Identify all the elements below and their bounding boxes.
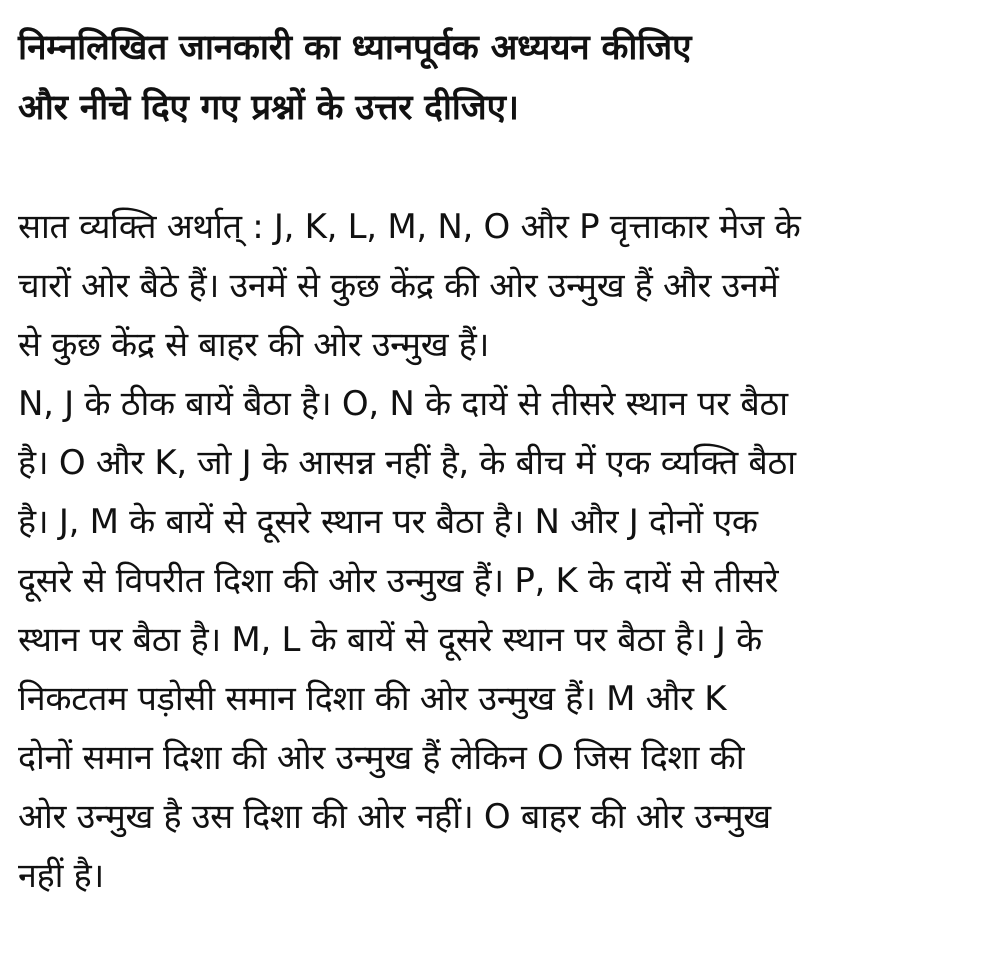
passage-line: निकटतम पड़ोसी समान दिशा की ओर उन्मुख हैं। M और K bbox=[18, 679, 727, 719]
heading-line: और नीचे दिए गए प्रश्नों के उत्तर दीजिए। bbox=[18, 88, 519, 128]
passage-line: सात व्यक्ति अर्थात् : J, K, L, M, N, O और P वृत्ताकार मेज के bbox=[18, 207, 801, 247]
passage-line: नहीं है। bbox=[18, 856, 104, 896]
passage-line: स्थान पर बैठा है। M, L के बायें से दूसरे स्थान पर बैठा है। J के bbox=[18, 620, 762, 660]
heading-line: निम्नलिखित जानकारी का ध्यानपूर्वक अध्ययन कीजिए bbox=[18, 28, 692, 68]
document-page bbox=[18, 18, 986, 906]
passage-line: से कुछ केंद्र से बाहर की ओर उन्मुख हैं। bbox=[18, 325, 490, 365]
passage-line: दोनों समान दिशा की ओर उन्मुख हैं लेकिन O जिस दिशा की bbox=[18, 738, 745, 778]
passage-line: N, J के ठीक बायें बैठा है। O, N के दायें से तीसरे स्थान पर बैठा bbox=[18, 384, 788, 424]
passage-line: दूसरे से विपरीत दिशा की ओर उन्मुख हैं। P, K के दायें से तीसरे bbox=[18, 561, 779, 601]
puzzle-passage bbox=[18, 198, 986, 906]
passage-line: है। O और K, जो J के आसन्न नहीं है, के बीच में एक व्यक्ति बैठा bbox=[18, 443, 796, 483]
passage-line: है। J, M के बायें से दूसरे स्थान पर बैठा है। N और J दोनों एक bbox=[18, 502, 758, 542]
passage-line: चारों ओर बैठे हैं। उनमें से कुछ केंद्र की ओर उन्मुख हैं और उनमें bbox=[18, 266, 779, 306]
passage-line: ओर उन्मुख है उस दिशा की ओर नहीं। O बाहर की ओर उन्मुख bbox=[18, 797, 771, 837]
instruction-heading bbox=[18, 18, 986, 138]
